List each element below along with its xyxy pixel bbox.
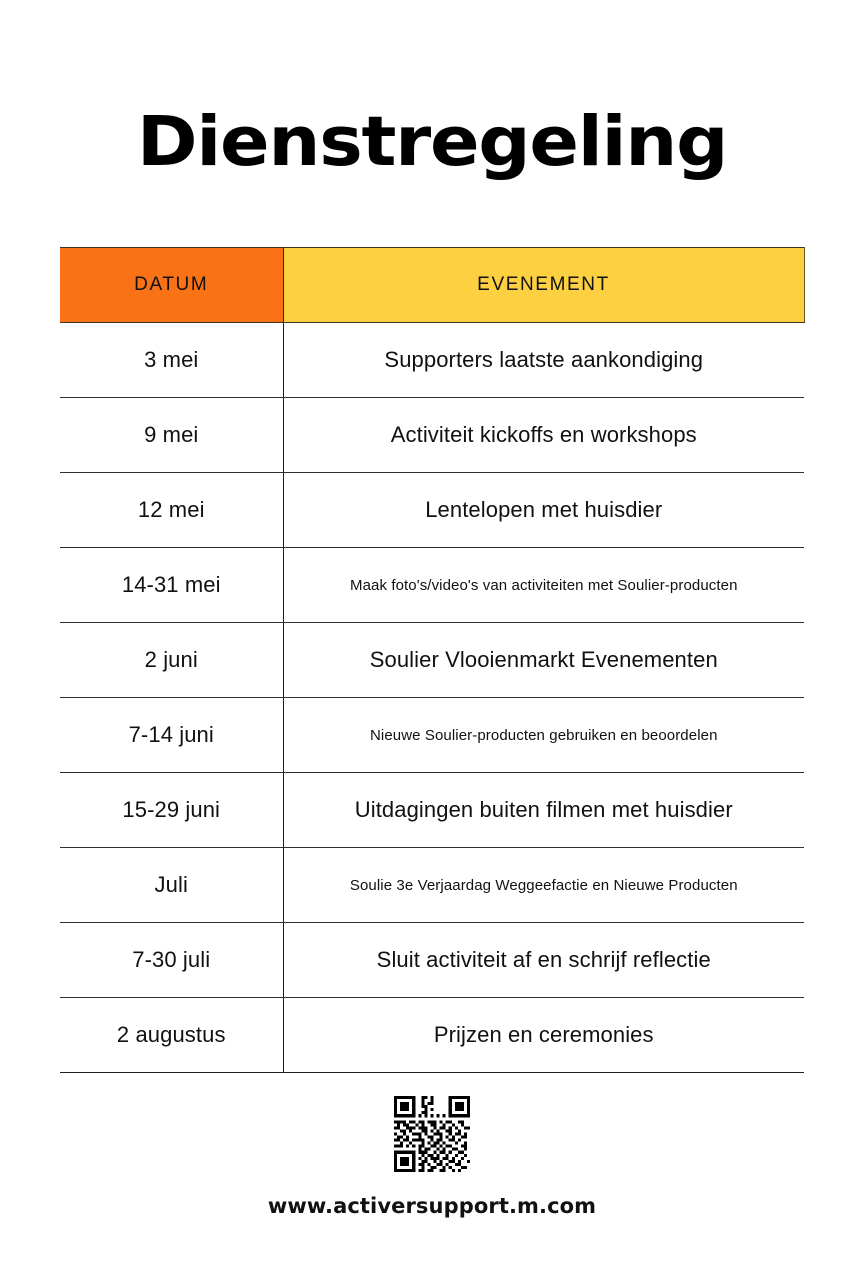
cell-date: 9 mei [60,398,283,473]
cell-event: Nieuwe Soulier-producten gebruiken en beoordelen [283,698,804,773]
table-body [60,323,804,1073]
table-row [60,848,804,923]
cell-date: 7-30 juli [60,923,283,998]
cell-date: 15-29 juni [60,773,283,848]
cell-date: 2 augustus [60,998,283,1073]
cell-event: Lentelopen met huisdier [283,473,804,548]
column-header-datum: DATUM [60,248,283,323]
table-header [60,248,804,323]
table-header-row [60,248,804,323]
cell-event: Sluit activiteit af en schrijf reflectie [283,923,804,998]
table-row [60,773,804,848]
website-url[interactable]: www.activersupport.m.com [267,1194,597,1218]
cell-event: Soulier Vlooienmarkt Evenementen [283,623,804,698]
cell-date: Juli [60,848,283,923]
schedule-table-container [60,247,804,1073]
schedule-table [60,247,805,1073]
table-row [60,623,804,698]
qr-code-icon[interactable] [394,1096,470,1172]
cell-event: Supporters laatste aankondiging [283,323,804,398]
cell-event: Maak foto's/video's van activiteiten met Soulier-producten [283,548,804,623]
cell-date: 12 mei [60,473,283,548]
table-row [60,923,804,998]
cell-date: 2 juni [60,623,283,698]
table-row [60,473,804,548]
table-row [60,323,804,398]
cell-event: Uitdagingen buiten filmen met huisdier [283,773,804,848]
table-row [60,698,804,773]
cell-event: Prijzen en ceremonies [283,998,804,1073]
cell-event: Activiteit kickoffs en workshops [283,398,804,473]
footer [0,1096,864,1218]
column-header-evenement: EVENEMENT [283,248,804,323]
cell-date: 3 mei [60,323,283,398]
table-row [60,998,804,1073]
cell-date: 14-31 mei [60,548,283,623]
page-title: Dienstregeling [136,102,728,182]
cell-event: Soulie 3e Verjaardag Weggeefactie en Nieuwe Producten [283,848,804,923]
cell-date: 7-14 juni [60,698,283,773]
table-row [60,548,804,623]
table-row [60,398,804,473]
